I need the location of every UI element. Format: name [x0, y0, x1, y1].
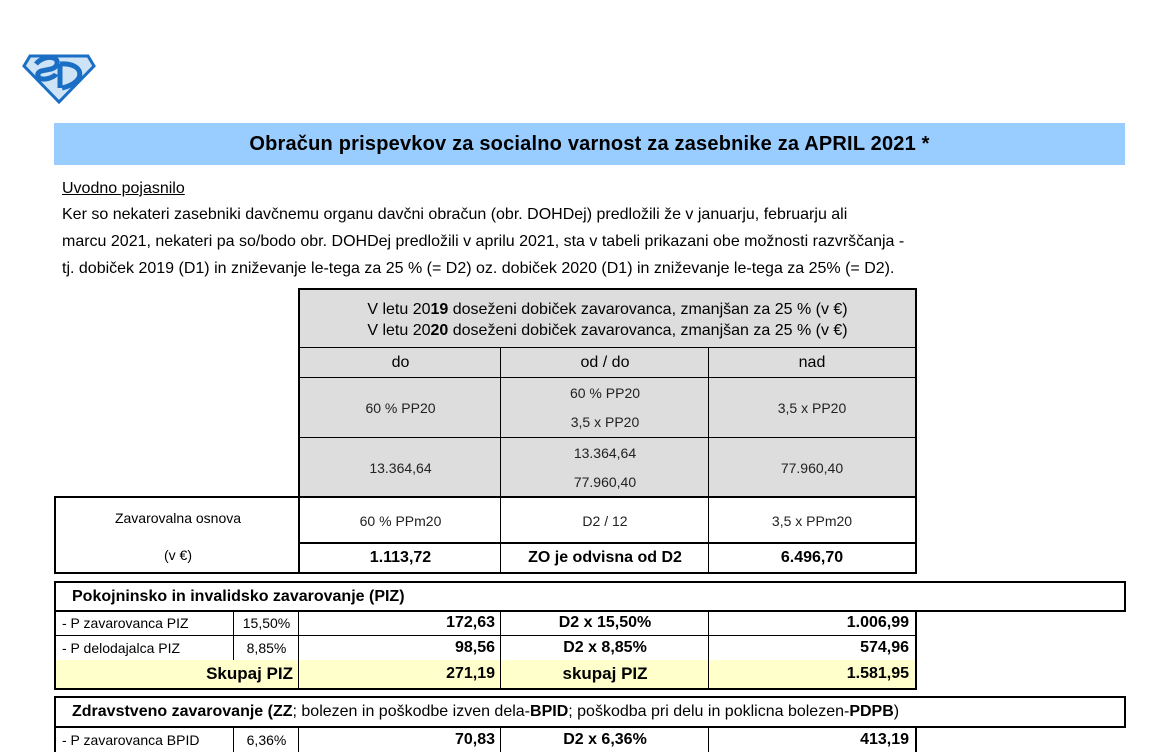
profit-header-line-2019: V letu 2019 doseženi dobiček zavarovanca, zmanjšan za 25 % (v €) [367, 300, 848, 318]
piz-row-2-high: 574,96 [708, 635, 917, 661]
profit-header-line-2020: V letu 2020 doseženi dobiček zavarovanca, zmanjšan za 25 % (v €) [367, 321, 848, 339]
insurance-base-label-cell [54, 496, 300, 574]
page-title-banner [54, 123, 1125, 165]
col-header-od-do: od / do [500, 347, 709, 378]
col-header-nad: nad [708, 347, 917, 378]
amount-cell-do: 13.364,64 [298, 437, 501, 498]
piz-total-label: Skupaj PIZ [54, 660, 299, 690]
piz-total-mid: skupaj PIZ [500, 660, 709, 690]
amount-cell-od-do: 13.364,64 77.960,40 [500, 437, 709, 498]
insurance-base-label: Zavarovalna osnova [114, 510, 242, 526]
base-formula-low: 60 % PPm20 [298, 496, 501, 544]
base-formula-mid: D2 / 12 [500, 496, 709, 544]
zz-row-1-mid: D2 x 6,36% [500, 727, 709, 752]
intro-line-3: tj. dobiček 2019 (D1) in zniževanje le-tega za 25 % (= D2) oz. dobiček 2020 (D1) in zniževanje le-tega za 25% (= D2). [62, 260, 895, 277]
intro-heading: Uvodno pojasnilo [62, 180, 185, 197]
intro-line-1: Ker so nekateri zasebniki davčnemu organu davčni obračun (obr. DOHDej) predložili že v januarju, februarju ali [62, 206, 848, 223]
base-value-mid: ZO je odvisna od D2 [500, 542, 709, 574]
sd-shield-logo-icon [22, 48, 96, 104]
piz-row-1-low: 172,63 [298, 611, 501, 636]
zz-row-1-rate: 6,36% [233, 727, 299, 752]
company-logo [22, 48, 96, 104]
formula-cell-do: 60 % PP20 [298, 377, 501, 438]
zz-row-1-label: - P zavarovanca BPID [54, 727, 234, 752]
amount-cell-nad: 77.960,40 [708, 437, 917, 498]
piz-row-1-mid: D2 x 15,50% [500, 611, 709, 636]
profit-table-header [298, 288, 917, 349]
zz-row-1-high: 413,19 [708, 727, 917, 752]
zz-section-title: Zdravstveno zavarovanje ( ZZ ; bolezen in poškodbe izven dela- BPID ; poškodba pri delu in poklicna bolezen- PDPB ) [54, 696, 1126, 728]
piz-row-1-rate: 15,50% [233, 611, 299, 636]
base-value-high: 6.496,70 [708, 542, 917, 574]
piz-total-high: 1.581,95 [708, 660, 917, 690]
piz-row-1-label: - P zavarovanca PIZ [54, 611, 234, 636]
col-header-do: do [298, 347, 501, 378]
piz-row-2-mid: D2 x 8,85% [500, 635, 709, 661]
insurance-base-unit: (v €) [164, 547, 192, 563]
piz-row-2-rate: 8,85% [233, 635, 299, 661]
base-formula-high: 3,5 x PPm20 [708, 496, 917, 544]
zz-row-1-low: 70,83 [298, 727, 501, 752]
piz-row-2-label: - P delodajalca PIZ [54, 635, 234, 661]
formula-cell-od-do: 60 % PP20 3,5 x PP20 [500, 377, 709, 438]
formula-cell-nad: 3,5 x PP20 [708, 377, 917, 438]
piz-total-low: 271,19 [298, 660, 501, 690]
piz-section-title: Pokojninsko in invalidsko zavarovanje (PIZ) [54, 581, 1126, 612]
page-title: Obračun prispevkov za socialno varnost za zasebnike za APRIL 2021 * [249, 132, 930, 155]
piz-row-2-low: 98,56 [298, 635, 501, 661]
base-value-low: 1.113,72 [298, 542, 501, 574]
piz-row-1-high: 1.006,99 [708, 611, 917, 636]
intro-line-2: marcu 2021, nekateri pa so/bodo obr. DOHDej predložili v aprilu 2021, sta v tabeli prikazani obe možnosti razvrščanja - [62, 233, 905, 250]
